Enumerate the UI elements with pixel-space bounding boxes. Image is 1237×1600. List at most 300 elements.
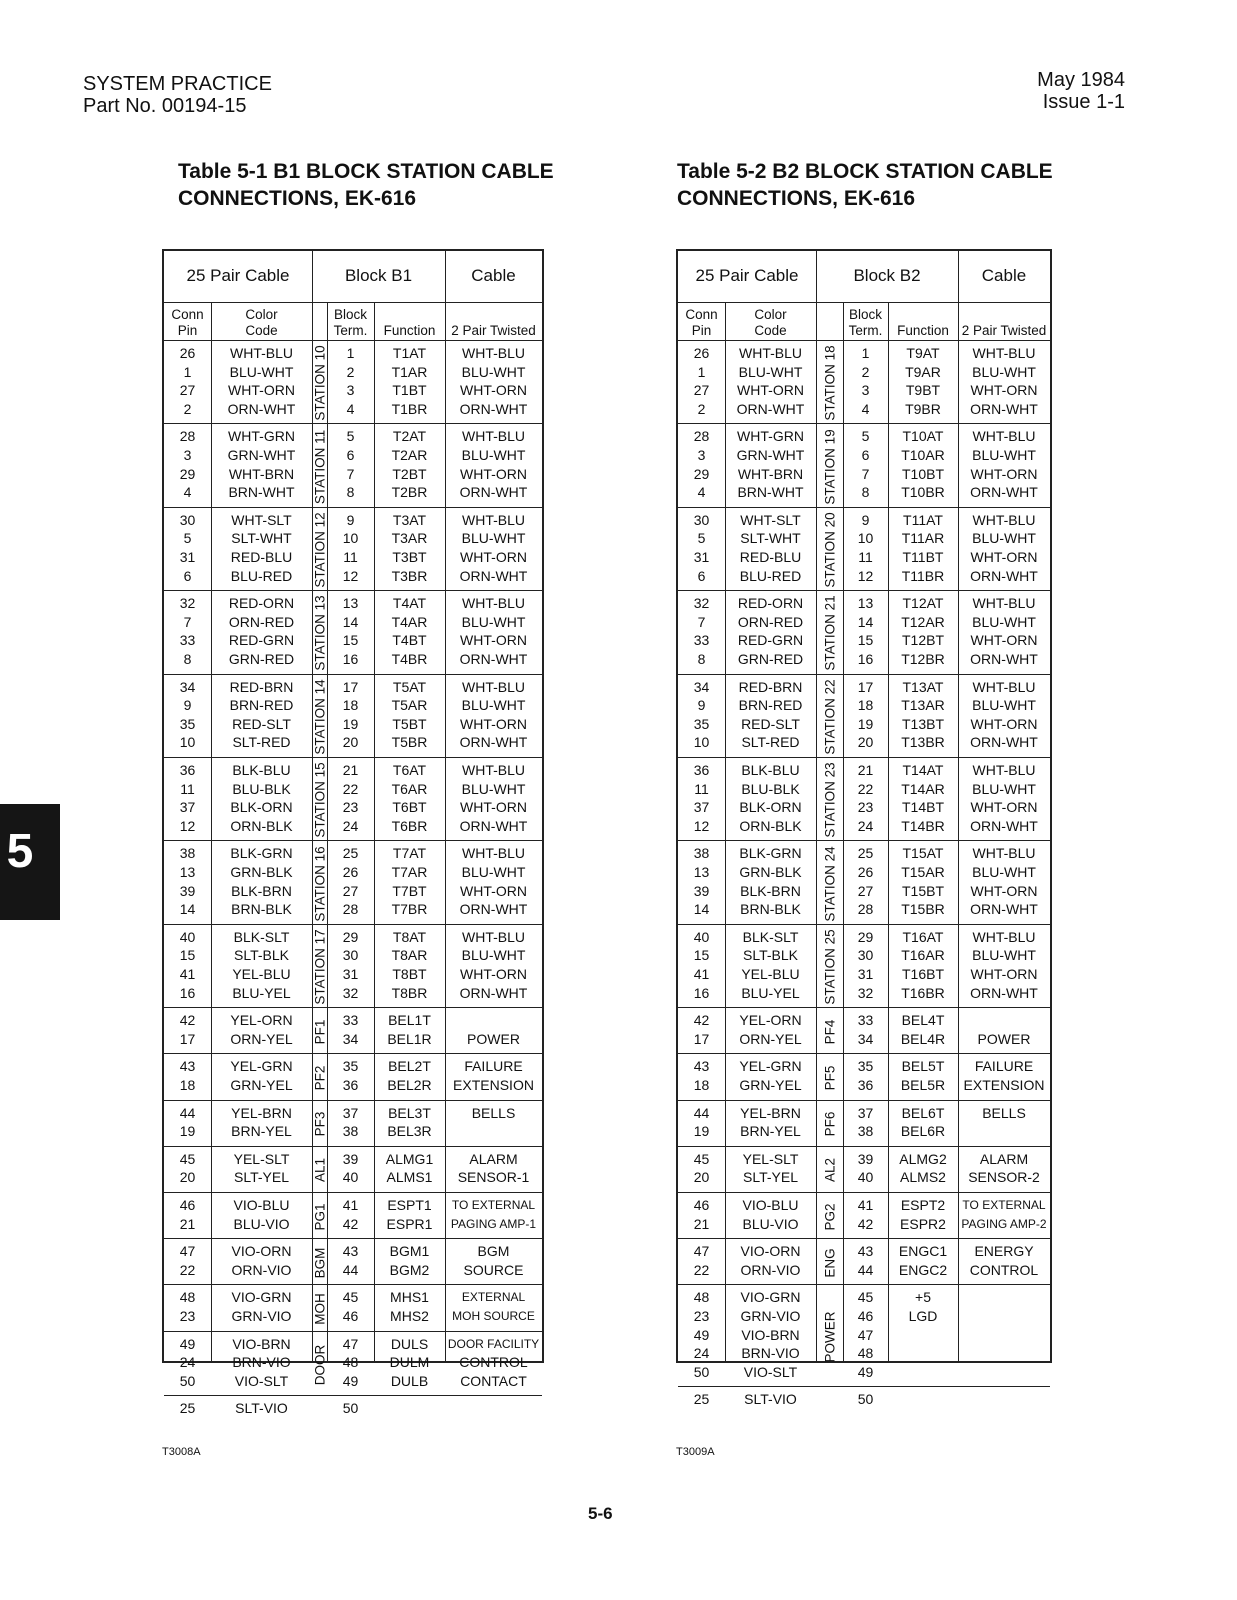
subheader-function: Function bbox=[897, 323, 949, 338]
cell-pair: ORN-WHT bbox=[459, 651, 528, 667]
cell-pair: WHT-BLU bbox=[462, 595, 525, 612]
cell-pin: 17 bbox=[179, 1030, 196, 1047]
cell-color: WHT-GRN bbox=[737, 428, 804, 445]
cell-function: T13AR bbox=[901, 697, 945, 714]
cell-color: VIO-BRN bbox=[232, 1335, 291, 1352]
cell-function: ALMG2 bbox=[899, 1150, 947, 1167]
row-group-divider bbox=[164, 674, 542, 675]
cell-pair: WHT-ORN bbox=[970, 715, 1038, 732]
cell-term: 41 bbox=[342, 1197, 359, 1213]
cell-pair: ORN-WHT bbox=[970, 651, 1038, 667]
cell-term: 34 bbox=[342, 1030, 359, 1047]
cell-pair: WHT-ORN bbox=[970, 882, 1038, 899]
cell-function: T10BR bbox=[901, 484, 945, 501]
cell-pair: WHT-ORN bbox=[460, 966, 527, 982]
subheader-pin: Pin bbox=[177, 323, 198, 338]
cell-color: VIO-ORN bbox=[740, 1243, 801, 1260]
cell-pin: 39 bbox=[179, 882, 196, 899]
cell-pin: 13 bbox=[179, 864, 196, 880]
cell-function: T15AT bbox=[902, 845, 944, 862]
cell-term: 24 bbox=[857, 817, 874, 834]
table-5-2 bbox=[676, 249, 1052, 1408]
group-label: PF5 bbox=[822, 1065, 837, 1091]
cell-pair: PAGING AMP-2 bbox=[961, 1216, 1047, 1231]
cell-term: 45 bbox=[857, 1289, 874, 1306]
cell-pair: EXTERNAL bbox=[461, 1290, 526, 1305]
cell-term: 15 bbox=[857, 632, 874, 649]
group-label: STATION 21 bbox=[822, 595, 837, 672]
cell-function: T8BT bbox=[392, 966, 427, 982]
cell-pair: BLU-WHT bbox=[461, 530, 526, 547]
group-label: ENG bbox=[822, 1248, 837, 1278]
cell-term: 42 bbox=[342, 1215, 359, 1232]
part-number: Part No. 00194-15 bbox=[83, 95, 247, 117]
cell-pin: 37 bbox=[693, 799, 710, 816]
cell-term: 6 bbox=[346, 447, 355, 463]
cell-pin: 21 bbox=[179, 1215, 196, 1232]
subheader-divider bbox=[164, 340, 542, 341]
cell-pin: 14 bbox=[693, 901, 710, 918]
cell-color: SLT-WHT bbox=[231, 530, 292, 547]
cell-function: T8AR bbox=[391, 947, 428, 964]
cell-function: T8AT bbox=[392, 928, 427, 945]
cell-function: T1AT bbox=[392, 345, 427, 361]
cell-term: 12 bbox=[342, 567, 359, 584]
cell-function: T16AT bbox=[902, 928, 944, 945]
cell-function: ENGC2 bbox=[898, 1261, 948, 1278]
cell-color: GRN-BLK bbox=[230, 864, 293, 880]
cell-pin: 9 bbox=[183, 697, 192, 714]
cell-term: 4 bbox=[346, 400, 355, 417]
row-group-divider bbox=[164, 1146, 542, 1147]
cell-term: 36 bbox=[342, 1077, 359, 1093]
cell-term: 41 bbox=[857, 1197, 874, 1213]
cell-pin: 44 bbox=[179, 1104, 196, 1121]
cell-pin: 22 bbox=[693, 1261, 710, 1278]
cell-color: YEL-SLT bbox=[233, 1150, 290, 1167]
cell-color: VIO-BLU bbox=[233, 1197, 290, 1213]
cell-pair: WHT-ORN bbox=[460, 382, 527, 399]
row-group-divider bbox=[678, 507, 1050, 508]
row-group-divider bbox=[164, 590, 542, 591]
cell-function: DULM bbox=[389, 1354, 430, 1371]
group-label: PF2 bbox=[312, 1065, 327, 1091]
subheader-divider bbox=[678, 340, 1050, 341]
cell-color: ORN-YEL bbox=[230, 1030, 293, 1047]
cell-function: T12BR bbox=[901, 651, 945, 667]
cell-color: WHT-SLT bbox=[740, 511, 801, 528]
subheader-pin: Pin bbox=[691, 323, 712, 338]
cell-function: BEL4R bbox=[900, 1030, 946, 1047]
cell-function: ESPR2 bbox=[900, 1215, 946, 1232]
group-label: STATION 19 bbox=[822, 428, 837, 505]
cell-term: 5 bbox=[861, 428, 870, 445]
cell-pair: EXTENSION bbox=[453, 1077, 534, 1093]
cell-function: T9AR bbox=[905, 363, 941, 380]
cell-pair: WHT-BLU bbox=[972, 428, 1036, 445]
cell-pair: ORN-WHT bbox=[459, 567, 528, 584]
cell-pin: 19 bbox=[693, 1123, 710, 1140]
row-group-divider bbox=[164, 1192, 542, 1193]
cell-term: 7 bbox=[861, 465, 870, 482]
cell-pin: 24 bbox=[693, 1345, 710, 1362]
cell-pair: SENSOR-1 bbox=[457, 1169, 530, 1186]
cell-pair: WHT-BLU bbox=[972, 678, 1036, 695]
cell-color: BLU-WHT bbox=[229, 363, 294, 380]
cell-color: YEL-SLT bbox=[742, 1150, 799, 1167]
cell-pair: ORN-WHT bbox=[970, 817, 1038, 834]
cell-pair: ORN-WHT bbox=[459, 984, 528, 1001]
cell-pin: 33 bbox=[693, 632, 710, 649]
cell-pair: WHT-BLU bbox=[972, 511, 1036, 528]
cell-color: ORN-BLK bbox=[739, 817, 802, 834]
cell-function: T2BT bbox=[392, 465, 427, 482]
cell-term: 11 bbox=[858, 549, 873, 565]
cell-color: BLU-RED bbox=[739, 567, 802, 584]
cell-term: 38 bbox=[342, 1123, 359, 1140]
caption-line: CONNECTIONS, EK-616 bbox=[677, 187, 916, 210]
cell-pin: 33 bbox=[179, 632, 196, 649]
cell-function: BEL1R bbox=[387, 1030, 432, 1047]
cell-color: BRN-RED bbox=[738, 697, 803, 714]
cell-color: BLK-BLU bbox=[741, 762, 800, 778]
subheader-term: Term. bbox=[333, 323, 368, 338]
cell-pin: 45 bbox=[693, 1150, 710, 1167]
cell-function: BEL6R bbox=[900, 1123, 946, 1140]
cell-term: 7 bbox=[346, 465, 355, 482]
subheader-code: Code bbox=[245, 323, 278, 338]
cell-pair: FAILURE bbox=[974, 1058, 1034, 1075]
cell-color: GRN-WHT bbox=[736, 447, 805, 463]
cell-pin: 28 bbox=[179, 428, 196, 445]
cell-term: 36 bbox=[857, 1077, 874, 1093]
cell-pair: BLU-WHT bbox=[461, 613, 526, 630]
cell-pin: 1 bbox=[183, 363, 192, 380]
cell-pair: WHT-BLU bbox=[462, 678, 525, 695]
cell-function: BEL2T bbox=[388, 1058, 431, 1075]
cell-term: 14 bbox=[342, 613, 359, 630]
cell-function: T3BR bbox=[391, 567, 428, 584]
cell-function: T9AT bbox=[906, 345, 940, 361]
cell-pair: WHT-BLU bbox=[462, 345, 525, 361]
cell-color: BLU-BLK bbox=[232, 780, 291, 797]
cell-color: BLK-ORN bbox=[230, 799, 293, 816]
cell-term: 17 bbox=[857, 678, 874, 695]
cell-pin: 30 bbox=[693, 511, 710, 528]
cell-pair: WHT-ORN bbox=[970, 632, 1038, 649]
cell-function: T1BT bbox=[392, 382, 427, 399]
caption-line: Table 5-2 B2 BLOCK STATION CABLE bbox=[677, 160, 1053, 183]
row-group-divider bbox=[678, 1146, 1050, 1147]
row-group-divider bbox=[164, 1007, 542, 1008]
cell-function: T5BT bbox=[392, 715, 427, 732]
cell-function: T15BR bbox=[901, 901, 945, 918]
cell-pin: 43 bbox=[693, 1058, 710, 1075]
cell-function: T11AR bbox=[901, 530, 945, 547]
cell-term: 22 bbox=[857, 780, 874, 797]
cell-function: T6AR bbox=[391, 780, 428, 797]
cell-color: RED-BLU bbox=[739, 549, 802, 565]
cell-color: VIO-SLT bbox=[234, 1372, 289, 1389]
cell-pair: BLU-WHT bbox=[461, 697, 526, 714]
cell-color: GRN-BLK bbox=[739, 864, 802, 880]
cell-pin: 26 bbox=[693, 345, 710, 361]
header-head-cable25: 25 Pair Cable bbox=[186, 266, 290, 285]
cell-pair: ORN-WHT bbox=[459, 817, 528, 834]
cell-pin: 48 bbox=[693, 1289, 710, 1306]
cell-pin: 11 bbox=[694, 780, 709, 797]
cell-pair: BLU-WHT bbox=[461, 447, 526, 463]
cell-color: RED-BLU bbox=[230, 549, 293, 565]
cell-color: BLK-GRN bbox=[230, 845, 293, 862]
cell-pair: FAILURE bbox=[464, 1058, 523, 1075]
cell-term: 43 bbox=[857, 1243, 874, 1260]
cell-pin: 18 bbox=[693, 1077, 710, 1093]
cell-term: 39 bbox=[342, 1150, 359, 1167]
column-divider bbox=[816, 251, 817, 1361]
cell-pair: BLU-WHT bbox=[972, 613, 1036, 630]
subheader-function: Function bbox=[383, 323, 436, 338]
cell-pin: 9 bbox=[697, 697, 706, 714]
cell-function: T14AT bbox=[902, 762, 944, 778]
cell-term: 31 bbox=[342, 966, 359, 982]
cell-pin: 40 bbox=[179, 928, 196, 945]
group-label: AL1 bbox=[312, 1158, 327, 1183]
cell-pair: WHT-BLU bbox=[462, 762, 525, 778]
cell-term: 11 bbox=[343, 549, 358, 565]
cell-function: T13AT bbox=[902, 678, 944, 695]
cell-function: T6AT bbox=[392, 762, 427, 778]
cell-pin: 31 bbox=[179, 549, 196, 565]
cell-pin: 41 bbox=[693, 966, 710, 982]
cell-term: 29 bbox=[857, 928, 874, 945]
cell-term: 24 bbox=[342, 817, 359, 834]
cell-function: BEL5T bbox=[901, 1058, 945, 1075]
cell-term: 33 bbox=[857, 1012, 874, 1029]
cell-color: GRN-RED bbox=[228, 651, 295, 667]
row-group-divider bbox=[678, 1053, 1050, 1054]
cell-pin: 32 bbox=[179, 595, 196, 612]
cell-color: SLT-WHT bbox=[740, 530, 801, 547]
group-label: PF4 bbox=[822, 1019, 837, 1045]
cell-function: +5 bbox=[915, 1289, 931, 1306]
header-divider bbox=[164, 302, 542, 303]
cell-pin: 23 bbox=[179, 1308, 196, 1324]
cell-pair: SOURCE bbox=[463, 1261, 524, 1278]
cell-term: 21 bbox=[857, 762, 874, 778]
cell-pair: WHT-ORN bbox=[460, 632, 527, 649]
cell-color: BLU-BLK bbox=[741, 780, 800, 797]
cell-color: GRN-YEL bbox=[739, 1077, 802, 1093]
cell-pair: ALARM bbox=[469, 1150, 518, 1167]
cell-pin: 20 bbox=[693, 1169, 710, 1186]
cell-term: 23 bbox=[342, 799, 359, 816]
group-label: POWER bbox=[822, 1311, 837, 1363]
cell-function: T7BT bbox=[392, 882, 427, 899]
cell-color: BRN-BLK bbox=[231, 901, 292, 918]
cell-pair: WHT-ORN bbox=[460, 799, 527, 816]
cell-pin: 29 bbox=[693, 465, 710, 482]
subheader-block: Block bbox=[848, 307, 882, 322]
cell-function: T1BR bbox=[391, 400, 428, 417]
cell-pin: 5 bbox=[183, 530, 192, 547]
cell-pin: 23 bbox=[693, 1308, 710, 1324]
group-label: AL2 bbox=[822, 1158, 837, 1183]
cell-term: 40 bbox=[342, 1169, 359, 1186]
subheader-conn: Conn bbox=[171, 307, 204, 322]
cell-pair: BLU-WHT bbox=[972, 780, 1036, 797]
subheader-code: Code bbox=[754, 323, 787, 338]
cell-term: 15 bbox=[342, 632, 359, 649]
row-group-divider bbox=[164, 1238, 542, 1239]
cell-pair: WHT-ORN bbox=[970, 465, 1038, 482]
cell-color: YEL-BRN bbox=[231, 1104, 292, 1121]
cell-color: BRN-YEL bbox=[231, 1123, 292, 1140]
cell-color: RED-SLT bbox=[741, 715, 800, 732]
cell-pair: WHT-ORN bbox=[460, 882, 527, 899]
cell-function: T10AR bbox=[901, 447, 945, 463]
subheader-block: Block bbox=[333, 307, 367, 322]
cell-function: T12AR bbox=[901, 613, 945, 630]
cell-pin: 46 bbox=[179, 1197, 196, 1213]
cell-pin: 30 bbox=[179, 511, 196, 528]
cell-pin: 40 bbox=[693, 928, 710, 945]
page-number: 5-6 bbox=[588, 1504, 613, 1523]
cell-pin: 38 bbox=[179, 845, 196, 862]
system-practice-label: SYSTEM PRACTICE bbox=[83, 73, 272, 95]
cell-pair: BLU-WHT bbox=[461, 947, 526, 964]
row-group-divider bbox=[164, 423, 542, 424]
cell-color: BRN-RED bbox=[229, 697, 294, 714]
cell-color: VIO-BLU bbox=[742, 1197, 799, 1213]
cell-term: 20 bbox=[342, 734, 359, 751]
cell-term: 37 bbox=[857, 1104, 874, 1121]
cell-pin: 19 bbox=[179, 1123, 196, 1140]
cell-pair: ORN-WHT bbox=[970, 400, 1038, 417]
cell-pair: ALARM bbox=[979, 1150, 1029, 1167]
cell-color: BRN-VIO bbox=[232, 1354, 291, 1371]
cell-pin: 34 bbox=[179, 678, 196, 695]
cell-pair: WHT-BLU bbox=[972, 845, 1036, 862]
cell-color: RED-ORN bbox=[737, 595, 804, 612]
cell-function: T4AT bbox=[392, 595, 427, 612]
cell-pin: 37 bbox=[179, 799, 196, 816]
cell-pair: POWER bbox=[977, 1030, 1031, 1047]
cell-term: 44 bbox=[342, 1261, 359, 1278]
cell-function: T4AR bbox=[391, 613, 428, 630]
table-5-1-caption bbox=[178, 158, 554, 212]
cell-pin: 10 bbox=[179, 734, 196, 751]
cell-term: 47 bbox=[857, 1326, 874, 1343]
cell-pair: WHT-BLU bbox=[462, 928, 525, 945]
cell-color: SLT-BLK bbox=[743, 947, 798, 964]
cell-pair: WHT-ORN bbox=[970, 382, 1038, 399]
cell-function: T8BR bbox=[391, 984, 428, 1001]
cell-function: BEL1T bbox=[388, 1012, 431, 1029]
row-group-divider bbox=[678, 924, 1050, 925]
cell-term: 29 bbox=[342, 928, 359, 945]
cell-term: 9 bbox=[861, 511, 870, 528]
cell-color: WHT-GRN bbox=[228, 428, 295, 445]
cell-pair: CONTROL bbox=[459, 1354, 528, 1371]
cell-color: WHT-SLT bbox=[231, 511, 292, 528]
cell-pin: 48 bbox=[179, 1289, 196, 1306]
cell-function: MHS2 bbox=[390, 1308, 429, 1324]
cell-pin: 27 bbox=[693, 382, 710, 399]
cell-function: ALMS2 bbox=[900, 1169, 946, 1186]
cell-color: BRN-BLK bbox=[740, 901, 801, 918]
cell-pin: 24 bbox=[179, 1354, 196, 1371]
cell-pair: BLU-WHT bbox=[461, 363, 526, 380]
cell-function: ENGC1 bbox=[898, 1243, 948, 1260]
cell-function: T15AR bbox=[901, 864, 945, 880]
group-label: PG2 bbox=[822, 1203, 837, 1231]
cell-function: T5AT bbox=[392, 678, 427, 695]
cell-function: ESPT2 bbox=[900, 1197, 946, 1213]
cell-pair: ORN-WHT bbox=[970, 734, 1038, 751]
cell-pin: 16 bbox=[693, 984, 710, 1001]
row-group-divider bbox=[164, 840, 542, 841]
cell-term: 17 bbox=[342, 678, 359, 695]
cell-pair: POWER bbox=[467, 1030, 520, 1047]
cell-term: 40 bbox=[857, 1169, 874, 1186]
row-group-divider bbox=[164, 1331, 542, 1332]
subheader-color: Color bbox=[754, 307, 787, 322]
cell-pin: 6 bbox=[697, 567, 706, 584]
row-group-divider bbox=[678, 1192, 1050, 1193]
cell-pin: 16 bbox=[179, 984, 196, 1001]
cell-pin: 18 bbox=[179, 1077, 196, 1093]
cell-function: DULB bbox=[390, 1372, 429, 1389]
cell-color: BRN-WHT bbox=[228, 484, 295, 501]
cell-function: T6BT bbox=[392, 799, 427, 816]
cell-function: BEL2R bbox=[387, 1077, 432, 1093]
cell-pin: 35 bbox=[693, 715, 710, 732]
group-label: STATION 16 bbox=[312, 845, 327, 922]
cell-color: BLK-BRN bbox=[231, 882, 292, 899]
group-label: BGM bbox=[312, 1247, 327, 1279]
cell-color: BLU-WHT bbox=[738, 363, 803, 380]
cell-pin: 39 bbox=[693, 882, 710, 899]
header-head-cable: Cable bbox=[981, 266, 1027, 285]
cell-function: MHS1 bbox=[390, 1289, 429, 1306]
cell-pin: 6 bbox=[183, 567, 192, 584]
cell-pair: CONTROL bbox=[969, 1261, 1039, 1278]
cell-pair: BLU-WHT bbox=[972, 363, 1036, 380]
row-group-divider bbox=[678, 757, 1050, 758]
cell-term: 8 bbox=[346, 484, 355, 501]
cell-term: 46 bbox=[342, 1308, 359, 1324]
cell-color: SLT-RED bbox=[232, 734, 291, 751]
cell-term: 50 bbox=[342, 1400, 359, 1417]
header-head-block: Block B2 bbox=[853, 266, 921, 285]
cell-term: 1 bbox=[346, 345, 355, 361]
caption-line: CONNECTIONS, EK-616 bbox=[178, 187, 417, 210]
cell-term: 35 bbox=[857, 1058, 874, 1075]
cell-term: 42 bbox=[857, 1215, 874, 1232]
figure-code-t3008a: T3008A bbox=[162, 1446, 201, 1458]
cell-pin: 7 bbox=[183, 613, 192, 630]
cell-pair: BLU-WHT bbox=[972, 530, 1036, 547]
cell-term: 26 bbox=[342, 864, 359, 880]
cell-term: 18 bbox=[342, 697, 359, 714]
cell-color: ORN-WHT bbox=[227, 400, 296, 417]
cell-function: ESPT1 bbox=[387, 1197, 432, 1213]
cell-color: YEL-BRN bbox=[740, 1104, 801, 1121]
cell-color: RED-GRN bbox=[228, 632, 295, 649]
cell-color: BLK-GRN bbox=[739, 845, 802, 862]
cell-pin: 34 bbox=[693, 678, 710, 695]
